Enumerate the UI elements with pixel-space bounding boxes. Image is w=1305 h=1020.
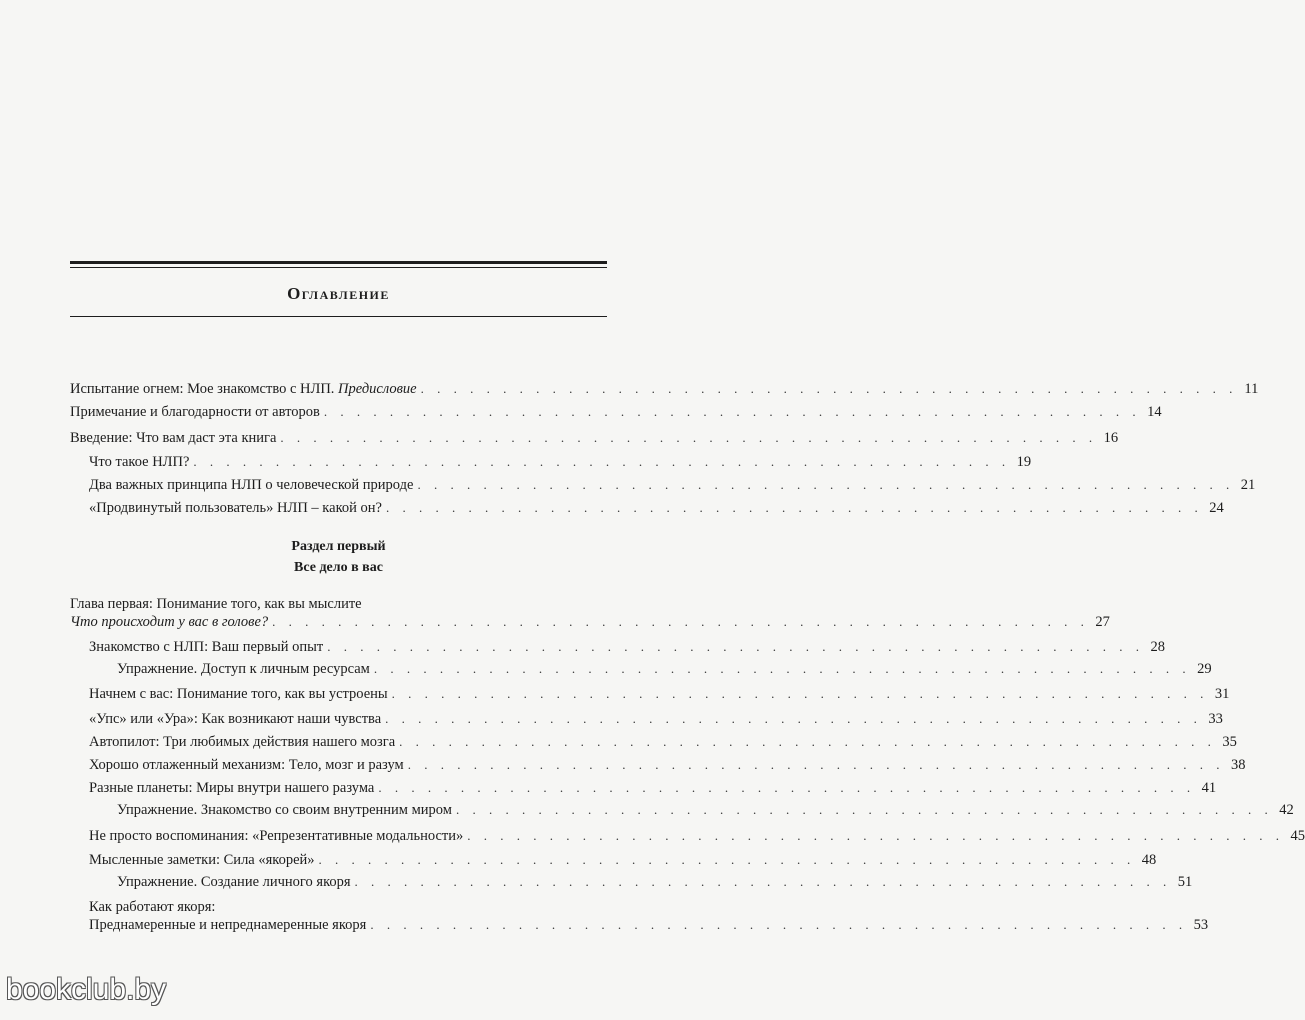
entry-text: Преднамеренные и непреднамеренные якоря (89, 917, 367, 933)
page-number: 42 (1279, 802, 1294, 818)
entry-text: Начнем с вас: Понимание того, как вы устроены (89, 686, 388, 702)
leader-dots: . . . . . . . . . . . . . . . . . . . . . . . . . . . . . . . . . . . . . . . . . . . . . . . . . . (318, 852, 1136, 867)
toc-entry-exercise[interactable] (117, 659, 1212, 679)
toc-entry[interactable] (89, 755, 1246, 775)
entry-text: Знакомство с НЛП: Ваш первый опыт (89, 639, 324, 655)
leader-dots: . . . . . . . . . . . . . . . . . . . . . . . . . . . . . . . . . . . . . . . . . . . . . . . . . . (455, 802, 1273, 817)
leader-dots: . . . . . . . . . . . . . . . . . . . . . . . . . . . . . . . . . . . . . . . . . . . . . . . . . . (420, 381, 1238, 396)
toc-entry-exercise[interactable] (117, 800, 1294, 820)
entry-text: Два важных принципа НЛП о человеческой природе (89, 477, 414, 493)
toc-entry[interactable] (89, 826, 1305, 846)
page-number: 27 (1095, 614, 1110, 630)
page-number: 38 (1230, 757, 1246, 773)
leader-dots: . . . . . . . . . . . . . . . . . . . . . . . . . . . . . . . . . . . . . . . . . . . . . . . . . . (467, 828, 1284, 843)
entry-text: Введение: Что вам даст эта книга (70, 430, 277, 446)
leader-dots: . . . . . . . . . . . . . . . . . . . . . . . . . . . . . . . . . . . . . . . . . . . . . . . . . . (385, 500, 1203, 515)
page-number: 21 (1240, 477, 1256, 493)
page-number: 16 (1103, 430, 1119, 446)
toc-entry-anchors-line1[interactable]: Как работают якоря: (89, 899, 216, 915)
entry-text: Упражнение. Знакомство со своим внутренним миром (117, 802, 452, 818)
leader-dots: . . . . . . . . . . . . . . . . . . . . . . . . . . . . . . . . . . . . . . . . . . . . . . . . . . (272, 614, 1089, 629)
page-number: 48 (1141, 852, 1157, 868)
section-title: Все дело в вас (294, 560, 383, 575)
leader-dots: . . . . . . . . . . . . . . . . . . . . . . . . . . . . . . . . . . . . . . . . . . . . . . . . . . (417, 477, 1235, 492)
toc-entry-what-is-nlp[interactable] (89, 452, 1032, 472)
entry-text: Что такое НЛП? (89, 454, 190, 470)
page-number: 14 (1147, 404, 1162, 420)
entry-text: «Продвинутый пользователь» НЛП – какой он? (89, 500, 382, 516)
leader-dots: . . . . . . . . . . . . . . . . . . . . . . . . . . . . . . . . . . . . . . . . . . . . . . . . . . (373, 661, 1191, 676)
page-number: 11 (1244, 381, 1259, 397)
leader-dots: . . . . . . . . . . . . . . . . . . . . . . . . . . . . . . . . . . . . . . . . . . . . . . . . . . (370, 917, 1188, 932)
entry-text: Разные планеты: Миры внутри нашего разума (89, 780, 375, 796)
entry-italic: Предисловие (338, 381, 417, 397)
title-rule (70, 316, 607, 317)
leader-dots: . . . . . . . . . . . . . . . . . . . . . . . . . . . . . . . . . . . . . . . . . . . . . . . . . . (378, 780, 1196, 795)
page-number: 24 (1209, 500, 1224, 516)
page-number: 51 (1177, 874, 1193, 890)
watermark-logo: bookclub.by (6, 973, 167, 1006)
page-number: 19 (1016, 454, 1032, 470)
page-number: 45 (1290, 828, 1305, 844)
entry-text: Испытание огнем: Мое знакомство с НЛП. (70, 381, 339, 397)
leader-dots: . . . . . . . . . . . . . . . . . . . . . . . . . . . . . . . . . . . . . . . . . . . . . . . . . . (391, 686, 1209, 701)
toc-entry[interactable] (89, 684, 1230, 704)
entry-text: Мысленные заметки: Сила «якорей» (89, 852, 315, 868)
leader-dots: . . . . . . . . . . . . . . . . . . . . . . . . . . . . . . . . . . . . . . . . . . . . . . . . . . (323, 404, 1141, 419)
entry-text: Автопилот: Три любимых действия нашего мозга (89, 734, 396, 750)
leader-dots: . . . . . . . . . . . . . . . . . . . . . . . . . . . . . . . . . . . . . . . . . . . . . . . . . . (193, 454, 1011, 469)
chapter-title[interactable]: Глава первая: Понимание того, как вы мыслите (70, 596, 362, 612)
leader-dots: . . . . . . . . . . . . . . . . . . . . . . . . . . . . . . . . . . . . . . . . . . . . . . . . . . (385, 711, 1202, 726)
page-number: 41 (1201, 780, 1217, 796)
page-number: 29 (1197, 661, 1212, 677)
top-rule-thin (70, 267, 607, 268)
leader-dots: . . . . . . . . . . . . . . . . . . . . . . . . . . . . . . . . . . . . . . . . . . . . . . . . . . (280, 430, 1098, 445)
entry-text: Не просто воспоминания: «Репрезентативные модальности» (89, 828, 464, 844)
leader-dots: . . . . . . . . . . . . . . . . . . . . . . . . . . . . . . . . . . . . . . . . . . . . . . . . . . (407, 757, 1225, 772)
page-number: 35 (1222, 734, 1237, 750)
page-number: 53 (1193, 917, 1209, 933)
chapter-subtitle: Что происходит у вас в голове? (70, 614, 269, 630)
page-title: Оглавление (287, 284, 390, 303)
page-number: 31 (1214, 686, 1230, 702)
toc-entry-advanced-user[interactable] (89, 498, 1224, 518)
entry-text: Примечание и благодарности от авторов (70, 404, 320, 420)
toc-entry[interactable] (89, 709, 1223, 729)
toc-entry-exercise[interactable] (117, 872, 1193, 892)
leader-dots: . . . . . . . . . . . . . . . . . . . . . . . . . . . . . . . . . . . . . . . . . . . . . . . . . . (399, 734, 1216, 749)
toc-entry-chapter-subtitle[interactable] (70, 612, 1110, 632)
toc-entry[interactable] (89, 637, 1165, 657)
toc-entry-anchors[interactable] (89, 915, 1209, 935)
leader-dots: . . . . . . . . . . . . . . . . . . . . . . . . . . . . . . . . . . . . . . . . . . . . . . . . . . (327, 639, 1144, 654)
top-rule-thick (70, 261, 607, 264)
page-number: 28 (1150, 639, 1165, 655)
toc-entry-introduction[interactable] (70, 428, 1119, 448)
toc-entry[interactable] (89, 778, 1217, 798)
entry-text: «Упс» или «Ура»: Как возникают наши чувства (89, 711, 382, 727)
page-number: 33 (1208, 711, 1223, 727)
toc-entry-foreword[interactable] (70, 379, 1259, 399)
section-label: Раздел первый (291, 539, 386, 554)
entry-text: Упражнение. Создание личного якоря (117, 874, 351, 890)
entry-text: Хорошо отлаженный механизм: Тело, мозг и разум (89, 757, 404, 773)
leader-dots: . . . . . . . . . . . . . . . . . . . . . . . . . . . . . . . . . . . . . . . . . . . . . . . . . . (354, 874, 1172, 889)
toc-entry-acknowledgements[interactable] (70, 402, 1162, 422)
toc-entry[interactable] (89, 732, 1237, 752)
toc-entry[interactable] (89, 850, 1157, 870)
entry-text: Упражнение. Доступ к личным ресурсам (117, 661, 370, 677)
toc-entry-two-principles[interactable] (89, 475, 1256, 495)
